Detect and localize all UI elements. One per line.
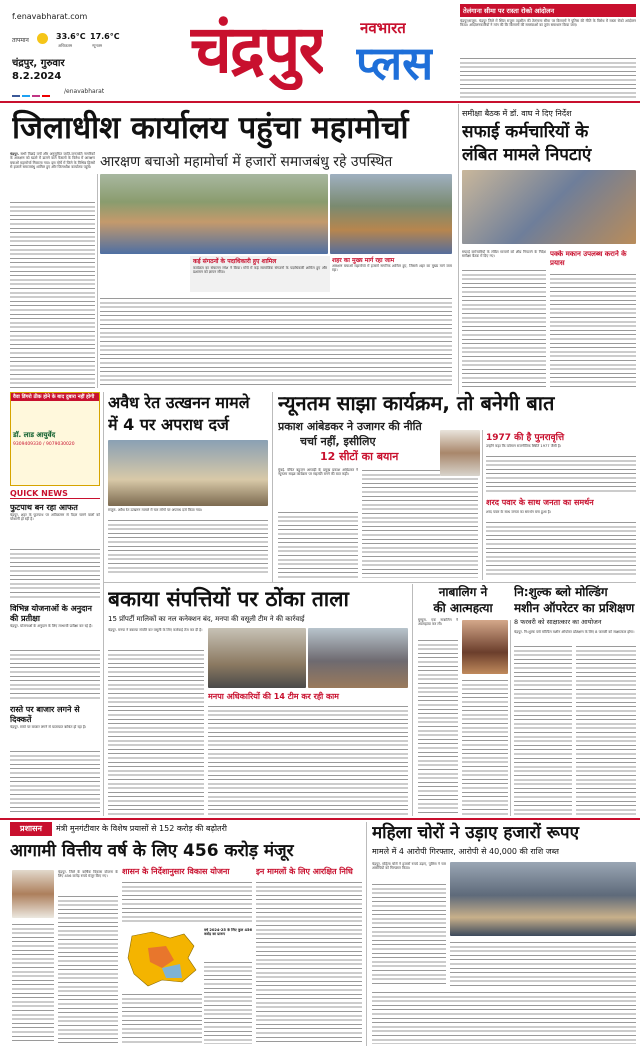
youtube-icon[interactable] bbox=[42, 95, 50, 97]
issue-date: 8.2.2024 bbox=[12, 71, 62, 82]
quick-news-item-2 bbox=[10, 705, 100, 815]
quick-news-title: विभिन्न योजनाओं के अनुदान की प्रतीक्षा bbox=[10, 604, 92, 623]
district-map bbox=[122, 928, 202, 988]
lead-inset-text: कार्यक्रम का संचालन रमेश ने किया। मोर्चे में कई सामाजिक संगठनों के पदाधिकारी शामिल हुए और प्रशासन को ज्ञापन सौंपा। bbox=[193, 266, 327, 275]
right-top-side bbox=[550, 250, 636, 390]
right-mid-heading: शरद पवार के साथ जनता का समर्थन bbox=[486, 498, 594, 507]
tax-text: चंद्रपुर. मनपा ने बकाया संपत्ति कर वसूली के लिए कार्रवाई तेज कर दी है। bbox=[108, 628, 203, 632]
weather-label: तापमान bbox=[12, 37, 29, 44]
budget-sub-b: इन मामलों के लिए आरक्षित निधि bbox=[256, 867, 353, 876]
budget-kicker: मंत्री मुनगंटीवार के विशेष प्रयासों से 152 करोड़ की बढ़ोतरी bbox=[56, 824, 227, 833]
tax-photo-2 bbox=[308, 628, 408, 688]
theft-photo bbox=[450, 862, 636, 936]
minister-photo bbox=[12, 870, 54, 918]
tax-photo-caption: मनपा अधिकारियों की 14 टीम कर रही काम bbox=[208, 692, 339, 701]
training-headline-2: मशीन ऑपरेटर का प्रशिक्षण bbox=[514, 601, 635, 615]
lead-photo-caption-text: आरक्षण बचाओ महामोर्चा में हजारों नागरिक शामिल हुए, जिससे शहर का मुख्य मार्ग जाम रहा। bbox=[332, 264, 452, 273]
suicide-headline-1: नाबालिग ने bbox=[438, 585, 488, 599]
brand-small: नवभारत bbox=[360, 19, 406, 37]
lead-photo-caption bbox=[332, 256, 452, 296]
right-top-kicker: समीक्षा बैठक में डॉ. वाघ ने दिए निर्देश bbox=[462, 109, 572, 118]
ad-title: वैवा डिंगरो ठीक होने के बाद दुबारा नहीं होगी bbox=[11, 393, 99, 401]
lead-inset-heading: कई संगठनों के पदाधिकारी हुए शामिल bbox=[193, 258, 277, 265]
top-right-heading: तेलंगाना सीमा पर रास्ता रोको आंदोलन bbox=[460, 4, 636, 17]
ad-phone: 9309409330 / 9079030020 bbox=[13, 442, 75, 447]
quick-news-label: QUICK NEWS bbox=[10, 489, 100, 499]
right-mid-text: उन्होंने कहा कि वर्तमान राजनीतिक स्थिति 1977 जैसी है। bbox=[486, 444, 562, 448]
ad-box[interactable] bbox=[10, 392, 100, 486]
tax-headline: बकाया संपत्तियों पर ठोंका ताला bbox=[108, 587, 349, 611]
lead-inset bbox=[190, 256, 330, 292]
website-label[interactable]: f.enavabharat.com bbox=[12, 12, 88, 21]
right-top-side-heading: पक्के मकान उपलब्ध कराने के प्रयास bbox=[550, 250, 627, 267]
suicide-photo bbox=[462, 620, 508, 674]
lead-photo-caption-heading: शहर का मुख्य मार्ग रहा जाम bbox=[332, 257, 395, 264]
temp-min: 17.6°C bbox=[90, 32, 120, 41]
prakash-sub-1: प्रकाश आंबेडकर ने उजागर की नीति bbox=[278, 420, 422, 433]
right-top-text: सफाई कर्मचारियों के लंबित मामलों को शीघ्र निपटाने के निर्देश समीक्षा बैठक में दिए गए। bbox=[462, 250, 546, 259]
quick-news-title: फुटपाथ बन रहा आफत bbox=[10, 503, 78, 512]
temp-min-label: न्यूनतम bbox=[92, 43, 103, 48]
brand-logo: चंद्रपुर bbox=[190, 11, 324, 88]
prakash-photo bbox=[440, 430, 480, 476]
masthead bbox=[0, 0, 640, 100]
lead-photo-2 bbox=[330, 174, 452, 254]
budget-map bbox=[122, 928, 202, 988]
right-mid-kicker: 1977 की है पुनरावृत्ति bbox=[486, 433, 565, 443]
lead-photo bbox=[100, 174, 328, 254]
budget-sub-a: शासन के निर्देशानुसार विकास योजना bbox=[122, 867, 230, 876]
tax-subheadline: 15 प्रॉपर्टी मालिकों का नल कनेक्शन बंद, मनपा की वसूली टीम ने की कार्रवाई bbox=[108, 615, 305, 623]
theft-text: चंद्रपुर. महिला चोरों ने हजारों रुपये उड़ाए, पुलिस ने चार आरोपियों को गिरफ्तार किया। bbox=[372, 862, 446, 871]
theft-subheadline: मामले में 4 आरोपी गिरफ्तार, आरोपी से 40,000 की राशि जब्त bbox=[372, 847, 559, 856]
temp-max-label: अधिकतम bbox=[58, 43, 73, 48]
prakash-text: मुंबई. वंचित बहुजन आघाड़ी के प्रमुख प्रकाश आंबेडकर ने न्यूनतम साझा कार्यक्रम पर सहमति बनने की बात कही। bbox=[278, 468, 358, 477]
quick-news-text: चंद्रपुर. रास्ते पर बाजार लगने से यातायात बाधित हो रहा है। bbox=[10, 725, 87, 729]
tax-photo-1 bbox=[208, 628, 306, 688]
quick-news-item-0 bbox=[10, 503, 100, 599]
meeting-photo bbox=[462, 170, 636, 244]
brand-plus: प्लस bbox=[356, 36, 434, 90]
right-mid-text-2: शरद पवार के साथ जनता का समर्थन बना हुआ है। bbox=[486, 510, 551, 514]
prakash-sub-3: 12 सीटों का बयान bbox=[320, 450, 399, 463]
budget-map-label: वर्ष 2024-25 के लिए कुल 456 करोड़ का प्रारूप bbox=[204, 928, 252, 937]
temp-max: 33.6°C bbox=[56, 32, 86, 41]
social-icons bbox=[12, 88, 60, 97]
training-text: चंद्रपुर. नि:शुल्क ब्लो मोल्डिंग मशीन ऑपरेटर प्रशिक्षण के लिए 8 फरवरी को साक्षात्कार होगा। bbox=[514, 630, 635, 634]
lead-subheadline: आरक्षण बचाओ महामोर्चा में हजारों समाजबंधु रहे उपस्थित bbox=[100, 154, 393, 170]
right-top-headline-1: सफाई कर्मचारियों के bbox=[462, 122, 589, 142]
lead-body: सभी पिछड़े वर्गों और अनुसूचित जाति-जनजाति नागरिकों के आरक्षण को खतरे में डालने वाले फैसलों के विरोध में आरक्षण बचाओ महामोर्चा निकाला गया। इस मोर्चे में जिले के विभिन्न हिस्सों से हजारों समाजबंधु शामिल हुए और जिलाधीश कार्यालय पहुंचे। bbox=[10, 152, 95, 169]
mining-photo bbox=[108, 440, 268, 506]
budget-headline: आगामी वित्तीय वर्ष के लिए 456 करोड़ मंजूर bbox=[10, 841, 294, 861]
quick-news-item-1 bbox=[10, 604, 100, 700]
mining-headline-2: में 4 पर अपराध दर्ज bbox=[108, 415, 229, 434]
prakash-headline: न्यूनतम साझा कार्यक्रम, तो बनेगी बात bbox=[278, 391, 555, 415]
ad-clinic: डॉ. लाड आयुर्वेद bbox=[13, 431, 56, 439]
city-day: चंद्रपुर, गुरुवार bbox=[12, 58, 65, 69]
quick-news-text: चंद्रपुर. योजनाओं के अनुदान के लिए लाभार्थी प्रतीक्षा कर रहे हैं। bbox=[10, 624, 93, 628]
suicide-headline-2: की आत्महत्या bbox=[433, 601, 493, 615]
mining-text: राजुरा. अवैध रेत उत्खनन मामले में चार लोगों पर अपराध दर्ज किया गया। bbox=[108, 508, 203, 512]
quick-news-title: रास्ते पर बाजार लगने से दिक्कतें bbox=[10, 705, 80, 724]
facebook-icon[interactable] bbox=[12, 95, 20, 97]
right-top-headline-2: लंबित मामले निपटाएं bbox=[462, 145, 592, 165]
twitter-icon[interactable] bbox=[22, 95, 30, 97]
budget-text: चंद्रपुर. जिले के वार्षिक विकास योजना के लिए 456 करोड़ रुपये मंजूर किए गए। bbox=[58, 870, 118, 879]
mining-headline-1: अवैध रेत उत्खनन मामले bbox=[108, 393, 250, 412]
prakash-sub-2: चर्चा नहीं, इसीलिए bbox=[300, 435, 376, 448]
lead-headline: जिलाधीश कार्यालय पहुंचा महामोर्चा bbox=[12, 110, 409, 146]
training-subheadline: 8 फरवरी को साक्षात्कार का आयोजन bbox=[514, 618, 602, 626]
top-right-story bbox=[460, 4, 636, 100]
suicide-text: घुग्घुस. एक नाबालिग ने आत्महत्या कर ली। bbox=[418, 618, 458, 627]
budget-label: प्रशासन bbox=[10, 822, 52, 836]
theft-headline: महिला चोरों ने उड़ाए हजारों रूपए bbox=[372, 823, 579, 843]
top-right-text: चंद्रपुर/राजुरा. चंद्रपुर जिले में स्थित राजुरा तहसील की तेलंगाना सीमा पर किसानों ने पुलिस की नीति के विरोध में रास्ता रोको आंदोलन किया। आंदोलनकारियों ने मांग की कि किसानों की समस्याओं का तुरंत समाधान किया जाए। bbox=[460, 19, 636, 28]
quick-news-text: चंद्रपुर. शहर के फुटपाथ पर अतिक्रमण से पैदल चलने वालों को परेशानी हो रही है। bbox=[10, 513, 100, 522]
sun-icon bbox=[37, 33, 48, 44]
training-headline-1: नि:शुल्क ब्लो मोल्डिंग bbox=[514, 585, 608, 599]
instagram-icon[interactable] bbox=[32, 95, 40, 97]
social-handle[interactable]: /enavabharat bbox=[64, 88, 105, 95]
lead-byline: चंद्रपुर. bbox=[10, 152, 20, 156]
